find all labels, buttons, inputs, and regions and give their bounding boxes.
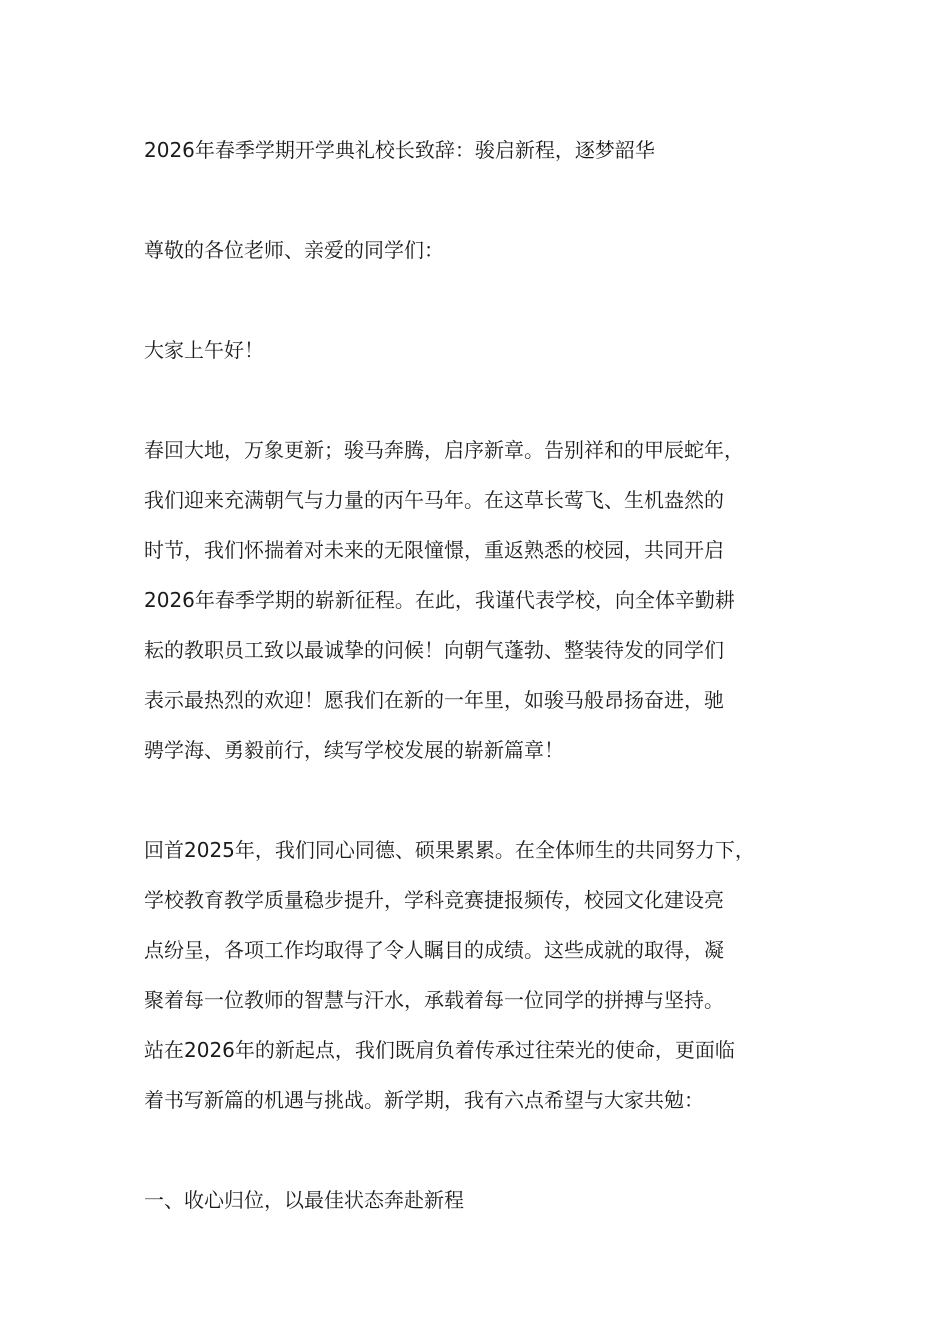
paragraph-line: 表示最热烈的欢迎！愿我们在新的一年里，如骏马般昂扬奋进，驰 xyxy=(144,688,724,712)
paragraph-line: 我们迎来充满朝气与力量的丙午马年。在这草长莺飞、生机盎然的 xyxy=(144,488,724,512)
paragraph-line: 春回大地，万象更新；骏马奔腾，启序新章。告别祥和的甲辰蛇年， xyxy=(144,438,744,462)
paragraph-line: 聚着每一位教师的智慧与汗水，承载着每一位同学的拼搏与坚持。 xyxy=(144,988,724,1012)
paragraph-line: 学校教育教学质量稳步提升，学科竞赛捷报频传，校园文化建设亮 xyxy=(144,888,724,912)
paragraph-line: 点纷呈，各项工作均取得了令人瞩目的成绩。这些成就的取得，凝 xyxy=(144,938,724,962)
document-title: 2026年春季学期开学典礼校长致辞：骏启新程，逐梦韶华 xyxy=(144,138,655,162)
section-heading: 一、收心归位，以最佳状态奔赴新程 xyxy=(144,1188,464,1212)
paragraph-line: 时节，我们怀揣着对未来的无限憧憬，重返熟悉的校园，共同开启 xyxy=(144,538,724,562)
paragraph-line: 回首2025年，我们同心同德、硕果累累。在全体师生的共同努力下， xyxy=(144,838,755,862)
paragraph-line: 站在2026年的新起点，我们既肩负着传承过往荣光的使命，更面临 xyxy=(144,1038,735,1062)
paragraph-line: 2026年春季学期的崭新征程。在此，我谨代表学校，向全体辛勤耕 xyxy=(144,588,735,612)
greeting: 大家上午好！ xyxy=(144,338,264,362)
salutation: 尊敬的各位老师、亲爱的同学们： xyxy=(144,238,444,262)
paragraph-line: 着书写新篇的机遇与挑战。新学期，我有六点希望与大家共勉： xyxy=(144,1088,704,1112)
paragraph-line: 耘的教职员工致以最诚挚的问候！向朝气蓬勃、整装待发的同学们 xyxy=(144,638,724,662)
paragraph-line: 骋学海、勇毅前行，续写学校发展的崭新篇章！ xyxy=(144,738,564,762)
